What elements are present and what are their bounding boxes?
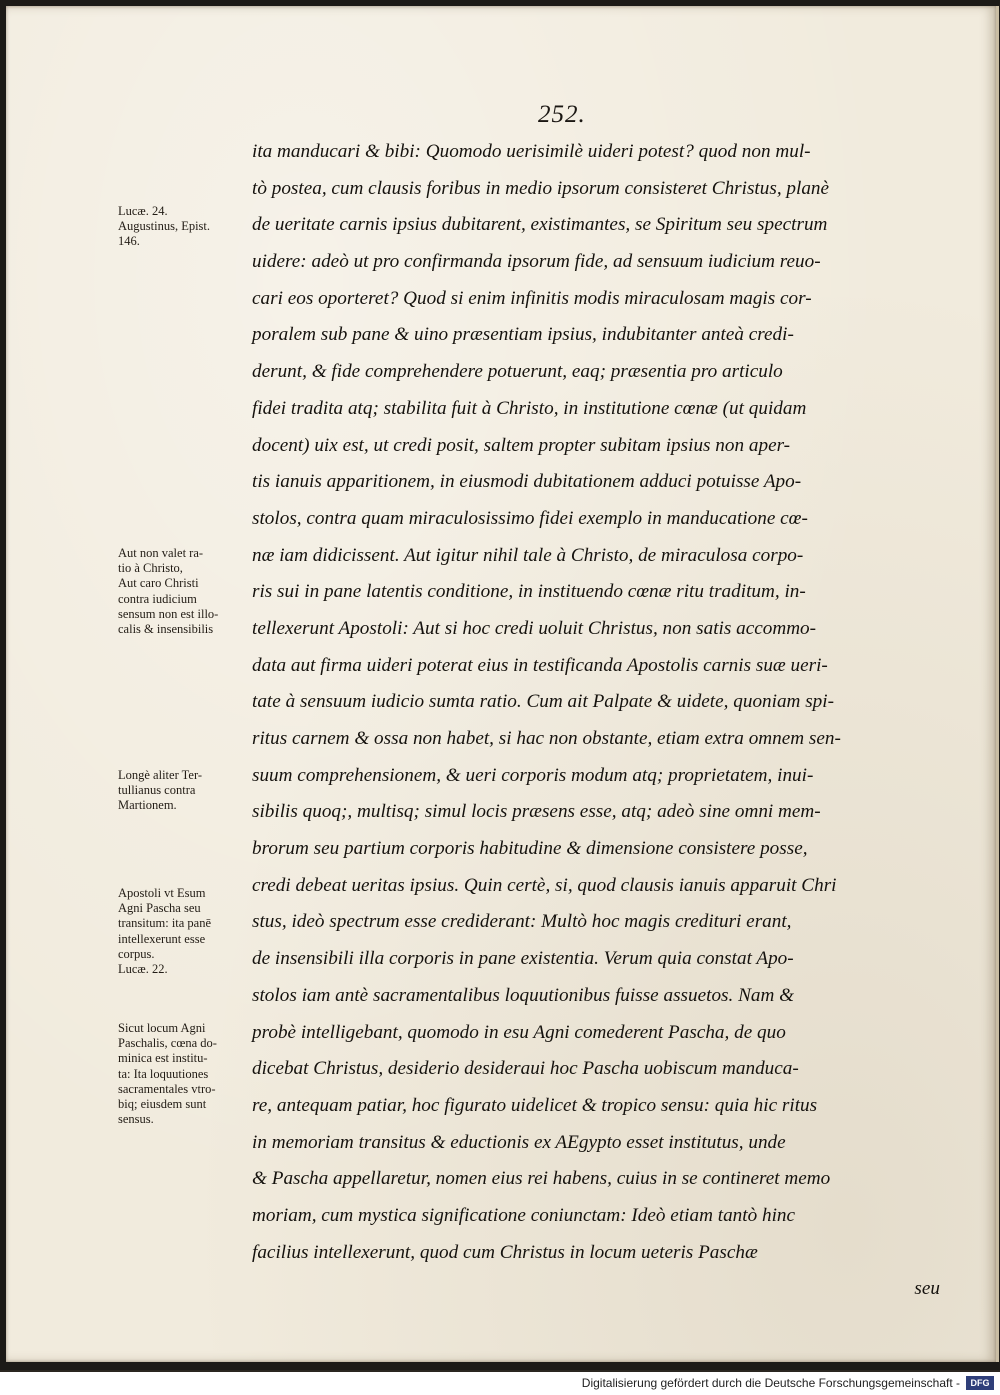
margin-note-line: sensus.: [118, 1112, 154, 1127]
text-line: tò postea, cum clausis foribus in medio ipsorum consisteret Christus, planè: [252, 177, 830, 199]
text-line: dicebat Christus, desiderio desideraui hoc Pascha uobiscum manduca-: [252, 1058, 799, 1080]
text-line: tellexerunt Apostoli: Aut si hoc credi uoluit Christus, non satis accommo-: [252, 617, 817, 639]
text-line: tis ianuis apparitionem, in eiusmodi dubitationem adduci potuisse Apo-: [252, 471, 802, 493]
margin-note-line: Lucæ. 22.: [118, 962, 168, 977]
text-line: credi debeat ueritas ipsius. Quin certè, si, quod clausis ianuis apparuit Chri: [252, 874, 837, 896]
text-line: uidere: adeò ut pro confirmanda ipsorum fide, ad sensuum iudicium reuo-: [252, 251, 821, 273]
text-line: data aut firma uideri poterat eius in testificanda Apostolis carnis suæ ueri-: [252, 654, 828, 676]
margin-note-line: sensum non est illo-: [118, 606, 219, 621]
margin-note-line: tio à Christo,: [118, 561, 183, 576]
text-line: fidei tradita atq; stabilita fuit à Christo, in institutione cœnæ (ut quidam: [252, 397, 807, 419]
text-line: re, antequam patiar, hoc figurato uidelicet & tropico sensu: quia hic ritus: [252, 1094, 818, 1116]
margin-note-line: Sicut locum Agni: [118, 1021, 206, 1035]
text-line: ritus carnem & ossa non habet, si hac non obstante, etiam extra omnem sen-: [252, 728, 841, 749]
footer-credit: Digitalisierung gefördert durch die Deutsche Forschungsgemeinschaft -: [581, 1376, 960, 1390]
text-line: probè intelligebant, quomodo in esu Agni comederent Pascha, de quo: [252, 1021, 786, 1043]
text-line: sibilis quoq;, multisq; simul locis præsens esse, atq; adeò sine omni mem-: [252, 801, 821, 823]
dfg-logo-icon: DFG: [966, 1376, 994, 1390]
margin-note-line: Aut non valet ra-: [118, 546, 204, 560]
margin-note-line: transitum: ita panē: [118, 916, 212, 931]
margin-note-line: Lucæ. 24.: [118, 204, 168, 218]
margin-note-line: Agni Pascha seu: [118, 901, 201, 916]
margin-note-line: 146.: [118, 234, 140, 249]
margin-note-line: ta: Ita loquutiones: [118, 1066, 209, 1081]
margin-note-line: biq; eiusdem sunt: [118, 1097, 207, 1112]
text-line: & Pascha appellaretur, nomen eius rei habens, cuius in se contineret memo: [252, 1168, 831, 1190]
margin-note-line: tullianus contra: [118, 783, 196, 798]
text-line: stolos, contra quam miraculosissimo fidei exemplo in manducatione cœ-: [252, 507, 808, 529]
text-line: ita manducari & bibi: Quomodo uerisimilè uideri potest? quod non mul-: [252, 141, 811, 162]
text-line: moriam, cum mystica significatione coniunctam: Ideò etiam tantò hinc: [252, 1204, 796, 1226]
margin-note-line: Longè aliter Ter-: [118, 768, 203, 782]
margin-note-line: Martionem.: [118, 798, 177, 813]
catchword: seu: [914, 1278, 940, 1300]
margin-note-line: sacramentales vtro-: [118, 1081, 216, 1096]
text-line: poralem sub pane & uino præsentiam ipsius, indubitanter anteà credi-: [252, 324, 794, 346]
margin-note-aut-non-valet: [118, 546, 260, 637]
text-line: derunt, & fide comprehendere potuerunt, eaq; præsentia pro articulo: [252, 361, 783, 383]
text-line: suum comprehensionem, & ueri corporis modum atq; proprietatem, inui-: [252, 764, 814, 786]
margin-note-sicut-locum: [118, 1021, 260, 1127]
text-line: de insensibili illa corporis in pane existentia. Verum quia constat Apo-: [252, 948, 794, 970]
text-line: brorum seu partium corporis habitudine & dimensione consistere posse,: [252, 838, 808, 860]
text-line: de ueritate carnis ipsius dubitarent, existimantes, se Spiritum seu spectrum: [252, 214, 828, 236]
text-line: stolos iam antè sacramentalibus loquutionibus fuisse assuetos. Nam &: [252, 984, 795, 1006]
text-line: in memoriam transitus & eductionis ex AEgypto esset institutus, unde: [252, 1131, 786, 1153]
margin-note-line: Paschalis, cœna do-: [118, 1036, 217, 1051]
margin-note-line: intellexerunt esse: [118, 931, 206, 946]
page-number: 252.: [538, 101, 586, 128]
text-line: cari eos oporteret? Quod si enim infinitis modis miraculosam magis cor-: [252, 287, 812, 309]
margin-note-line: Apostoli vt Esum: [118, 886, 206, 900]
book-page: [6, 6, 999, 1362]
margin-note-apostoli-vt-esum: [118, 886, 260, 977]
text-line: facilius intellexerunt, quod cum Christus in locum ueteris Paschæ: [252, 1241, 758, 1263]
footer-bar: [0, 1372, 1000, 1395]
text-line: docent) uix est, ut credi posit, saltem propter subitam ipsius non aper-: [252, 434, 791, 456]
margin-note-line: contra iudicium: [118, 591, 197, 606]
margin-note-luke-24: [118, 204, 260, 250]
margin-note-line: corpus.: [118, 946, 155, 961]
margin-note-line: Augustinus, Epist.: [118, 219, 211, 234]
margin-note-longe-aliter: [118, 768, 260, 814]
margin-note-line: Aut caro Christi: [118, 576, 199, 591]
text-line: stus, ideò spectrum esse crediderant: Multò hoc magis credituri erant,: [252, 911, 792, 933]
text-line: ris sui in pane latentis conditione, in instituendo cœnæ ritu traditum, in-: [252, 581, 806, 603]
text-line: tate à sensuum iudicio sumta ratio. Cum ait Palpate & uidete, quoniam spi-: [252, 691, 834, 713]
margin-note-line: calis & insensibilis: [118, 622, 214, 637]
margin-note-line: minica est institu-: [118, 1051, 208, 1066]
text-line: næ iam didicissent. Aut igitur nihil tale à Christo, de miraculosa corpo-: [252, 544, 804, 566]
main-text-block: [252, 134, 942, 1308]
